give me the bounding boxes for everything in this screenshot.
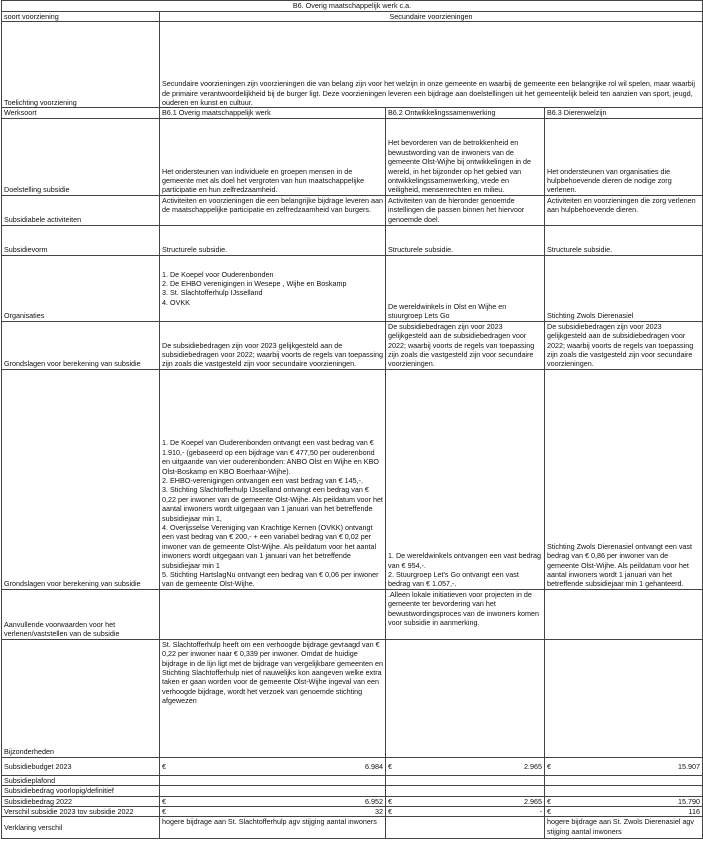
activiteiten-b61: Activiteiten en voorzieningen die een belangrijke bijdrage leveren aan de maatschappelijke participatie en zelfredzaamheid van burgers.	[160, 195, 386, 225]
amount: -	[539, 807, 542, 817]
bedrag-2022-b61	[160, 796, 386, 806]
voorwaarden-b61	[160, 589, 386, 639]
row-voorlopig	[2, 786, 703, 796]
table-title: B6. Overig maatschappelijk werk c.a.	[2, 1, 703, 12]
plafond-b62	[386, 775, 545, 785]
amount: 15.790	[678, 796, 700, 806]
title-row	[2, 1, 703, 12]
row-toelichting	[2, 22, 703, 108]
currency-symbol: €	[547, 807, 551, 817]
row-grondslag-1	[2, 321, 703, 369]
row-soort	[2, 12, 703, 22]
werksoort-b61: B6.1 Overig maatschappelijk werk	[160, 108, 386, 118]
label-verschil: Verschil subsidie 2023 tov subsidie 2022	[2, 807, 160, 817]
label-grondslag-1: Grondslagen voor berekening van subsidie	[2, 321, 160, 369]
doelstelling-b61: Het ondersteunen van individuele en groepen mensen in de gemeente met als doel het vergroten van hun maatschappelijke participatie en hun zelfredzaamheid.	[160, 118, 386, 195]
amount: 2.965	[524, 761, 542, 771]
doelstelling-b63: Het ondersteunen van organisaties die hulpbehoevende dieren de nodige zorg verlenen.	[545, 118, 703, 195]
plafond-b61	[160, 775, 386, 785]
verklaring-b63: hogere bijdrage aan St. Zwols Dierenasiel agv stijging aantal inwoners	[545, 817, 703, 839]
label-verklaring: Verklaring verschil	[2, 817, 160, 839]
voorwaarden-b63	[545, 589, 703, 639]
label-grondslag-2: Grondslagen voor berekening van subsidie	[2, 369, 160, 589]
row-bedrag-2022	[2, 796, 703, 806]
verschil-b63	[545, 807, 703, 817]
label-bijzonderheden: Bijzonderheden	[2, 639, 160, 757]
row-plafond	[2, 775, 703, 785]
row-vorm	[2, 225, 703, 255]
row-bijzonderheden	[2, 639, 703, 757]
row-werksoort	[2, 108, 703, 118]
currency-symbol: €	[547, 761, 551, 771]
vorm-b63: Structurele subsidie.	[545, 225, 703, 255]
grondslag2-b62: 1. De wereldwinkels ontvangen een vast bedrag van € 954,-. 2. Stuurgroep Let's Go ontvangt een vast bedrag van € 1.057,-.	[386, 369, 545, 589]
label-doelstelling: Doelstelling subsidie	[2, 118, 160, 195]
subsidy-table	[1, 0, 703, 839]
plafond-b63	[545, 775, 703, 785]
row-organisaties	[2, 255, 703, 321]
label-budget-2023: Subsidiebudget 2023	[2, 757, 160, 775]
label-toelichting: Toelichting voorziening	[2, 22, 160, 108]
currency-symbol: €	[162, 761, 166, 771]
value-toelichting: Secundaire voorzieningen zijn voorzieningen die van belang zijn voor het welzijn in onze gemeente en waarbij de gemeente een belangrijke rol wil spelen, maar waarbij de primaire verantwoordelijkheid bij de burger ligt. Deze voorzieningen leveren een bijdrage aan doelstellingen uit het gemeentelijk beleid ten aanzien van sport, jeugd, ouderen en kunst en cultuur.	[160, 22, 703, 108]
voorlopig-b62	[386, 786, 545, 796]
budget-2023-b62	[386, 757, 545, 775]
row-grondslag-2	[2, 369, 703, 589]
label-plafond: Subsidieplafond	[2, 775, 160, 785]
bijzonderheden-b62	[386, 639, 545, 757]
organisaties-b61: 1. De Koepel voor Ouderenbonden 2. De EHBO verenigingen in Wesepe , Wijhe en Boskamp 3. St. Slachtofferhulp IJsselland 4. OVKK	[160, 255, 386, 321]
budget-2023-b63	[545, 757, 703, 775]
activiteiten-b63: Activiteiten en voorzieningen die zorg verlenen aan hulpbehoevende dieren.	[545, 195, 703, 225]
value-soort: Secundaire voorzieningen	[160, 12, 703, 22]
verklaring-b62	[386, 817, 545, 839]
bedrag-2022-b63	[545, 796, 703, 806]
currency-symbol: €	[388, 761, 392, 771]
currency-symbol: €	[388, 796, 392, 806]
voorlopig-b61	[160, 786, 386, 796]
activiteiten-b62: Activiteiten van de hieronder genoemde instellingen die passen binnen het hiervoor genoemde doel.	[386, 195, 545, 225]
grondslag1-b61: De subsidiebedragen zijn voor 2023 gelijkgesteld aan de subsidiebedragen voor 2022; waarbij voorts de regels van toepassing zijn zoals die vastgesteld zijn voor secundaire voorzieningen.	[160, 321, 386, 369]
budget-2023-b61	[160, 757, 386, 775]
amount: 6.952	[365, 796, 383, 806]
organisaties-b63: Stichting Zwols Dierenasiel	[545, 255, 703, 321]
vorm-b61: Structurele subsidie.	[160, 225, 386, 255]
label-organisaties: Organisaties	[2, 255, 160, 321]
organisaties-b62: De wereldwinkels in Olst en Wijhe en stuurgroep Lets Go	[386, 255, 545, 321]
row-verschil	[2, 807, 703, 817]
amount: 32	[375, 807, 383, 817]
label-soort: soort voorziening	[2, 12, 160, 22]
amount: 2.965	[524, 796, 542, 806]
currency-symbol: €	[547, 796, 551, 806]
bijzonderheden-b61: St. Slachtofferhulp heeft om een verhoogde bijdrage gevraagd van € 0,22 per inwoner naar € 0,339 per inwoner. Omdat de huidige bijdrage in de lijn ligt met de bijdrage van vergelijkbare gemeenten en Stichting Slachtofferhulp niet of nauwelijks kon aangeven welke extra taken er gaan worden voor de gemeente Olst-Wijhe ingeval van een verhoogde bijdrage, wordt het verzoek van genoemde stichting afgewezen	[160, 639, 386, 757]
label-activiteiten: Subsidiabele activiteiten	[2, 195, 160, 225]
label-werksoort: Werksoort	[2, 108, 160, 118]
voorwaarden-b62: .Alleen lokale initiatieven voor projecten in de gemeente ter bevordering van het bewustwordingsproces van de inwoners komen voor subsidie in aanmerking.	[386, 589, 545, 639]
amount: 116	[688, 807, 700, 817]
verschil-b61	[160, 807, 386, 817]
row-voorwaarden	[2, 589, 703, 639]
doelstelling-b62: Het bevorderen van de betrokkenheid en bewustwording van de inwoners van de gemeente Olst-Wijhe bij ontwikkelingen in de wereld, in het bijzonder op het gebied van ontwikkelingssamenwerking, vrede en veiligheid, mensenrechten en milieu.	[386, 118, 545, 195]
currency-symbol: €	[162, 807, 166, 817]
amount: 6.984	[365, 761, 383, 771]
verschil-b62	[386, 807, 545, 817]
label-voorwaarden: Aanvullende voorwaarden voor het verlenen/vaststellen van de subsidie	[2, 589, 160, 639]
row-activiteiten	[2, 195, 703, 225]
row-verklaring	[2, 817, 703, 839]
label-voorlopig: Subsidiebedrag voorlopig/definitief	[2, 786, 160, 796]
label-vorm: Subsidievorm	[2, 225, 160, 255]
grondslag1-b62: De subsidiebedragen zijn voor 2023 gelijkgesteld aan de subsidiebedragen voor 2022; waarbij voorts de regels van toepassing zijn zoals die vastgesteld zijn voor secundaire voorzieningen.	[386, 321, 545, 369]
bedrag-2022-b62	[386, 796, 545, 806]
werksoort-b62: B6.2 Ontwikkelingssamenwerking	[386, 108, 545, 118]
bijzonderheden-b63	[545, 639, 703, 757]
voorlopig-b63	[545, 786, 703, 796]
currency-symbol: €	[388, 807, 392, 817]
label-bedrag-2022: Subsidiebedrag 2022	[2, 796, 160, 806]
grondslag2-b63: Stichting Zwols Dierenasiel ontvangt een vast bedrag van € 0,86 per inwoner van de gemeente Olst-Wijhe. Als peildatum voor het aantal inwoners wordt 1 januari van het betreffende subsidiejaar min 1 gehanteerd.	[545, 369, 703, 589]
werksoort-b63: B6.3 Dierenwelzijn	[545, 108, 703, 118]
amount: 15.907	[678, 761, 700, 771]
row-budget-2023	[2, 757, 703, 775]
grondslag1-b63: De subsidiebedragen zijn voor 2023 gelijkgesteld aan de subsidiebedragen voor 2022; waarbij voorts de regels van toepassing zijn zoals die vastgesteld zijn voor secundaire voorzieningen.	[545, 321, 703, 369]
grondslag2-b61: 1. De Koepel van Ouderenbonden ontvangt een vast bedrag van € 1.910,- (gebaseerd op een bijdrage van € 477,50 per ouderenbond en uitgaande van vier ouderenbonden: ANBO Olst en Wijhe en KBO Olst-Boskamp en KBO Boerhaar-Wijhe). 2. EHBO-verenigingen ontvangen een vast bedrag van € 145,-. 3. Stichting Slachtofferhulp IJsselland ontvangt een bedrag van € 0,22 per inwoner van de gemeente Olst-Wijhe. Als peildatum voor het aantal inwoners wordt uitgegaan van 1 januari van het betreffende subsidiejaar min 1, 4. Overijsselse Vereniging van Krachtige Kernen (OVKK) ontvangt een vast bedrag van € 200,- + een variabel bedrag van € 0,02 per inwoner van de gemeente Olst-Wijhe. Als peildatum voor het aantal inwoners wordt uitgegaan van 1 januari van het betreffende subsidiejaar min 1 5. Stichting HartslagNu ontvangt een bedrag van € 0,06 per inwoner van de gemeente Olst-Wijhe.	[160, 369, 386, 589]
currency-symbol: €	[162, 796, 166, 806]
verklaring-b61: hogere bijdrage aan St. Slachtofferhulp agv stijging aantal inwoners	[160, 817, 386, 839]
row-doelstelling	[2, 118, 703, 195]
vorm-b62: Structurele subsidie.	[386, 225, 545, 255]
